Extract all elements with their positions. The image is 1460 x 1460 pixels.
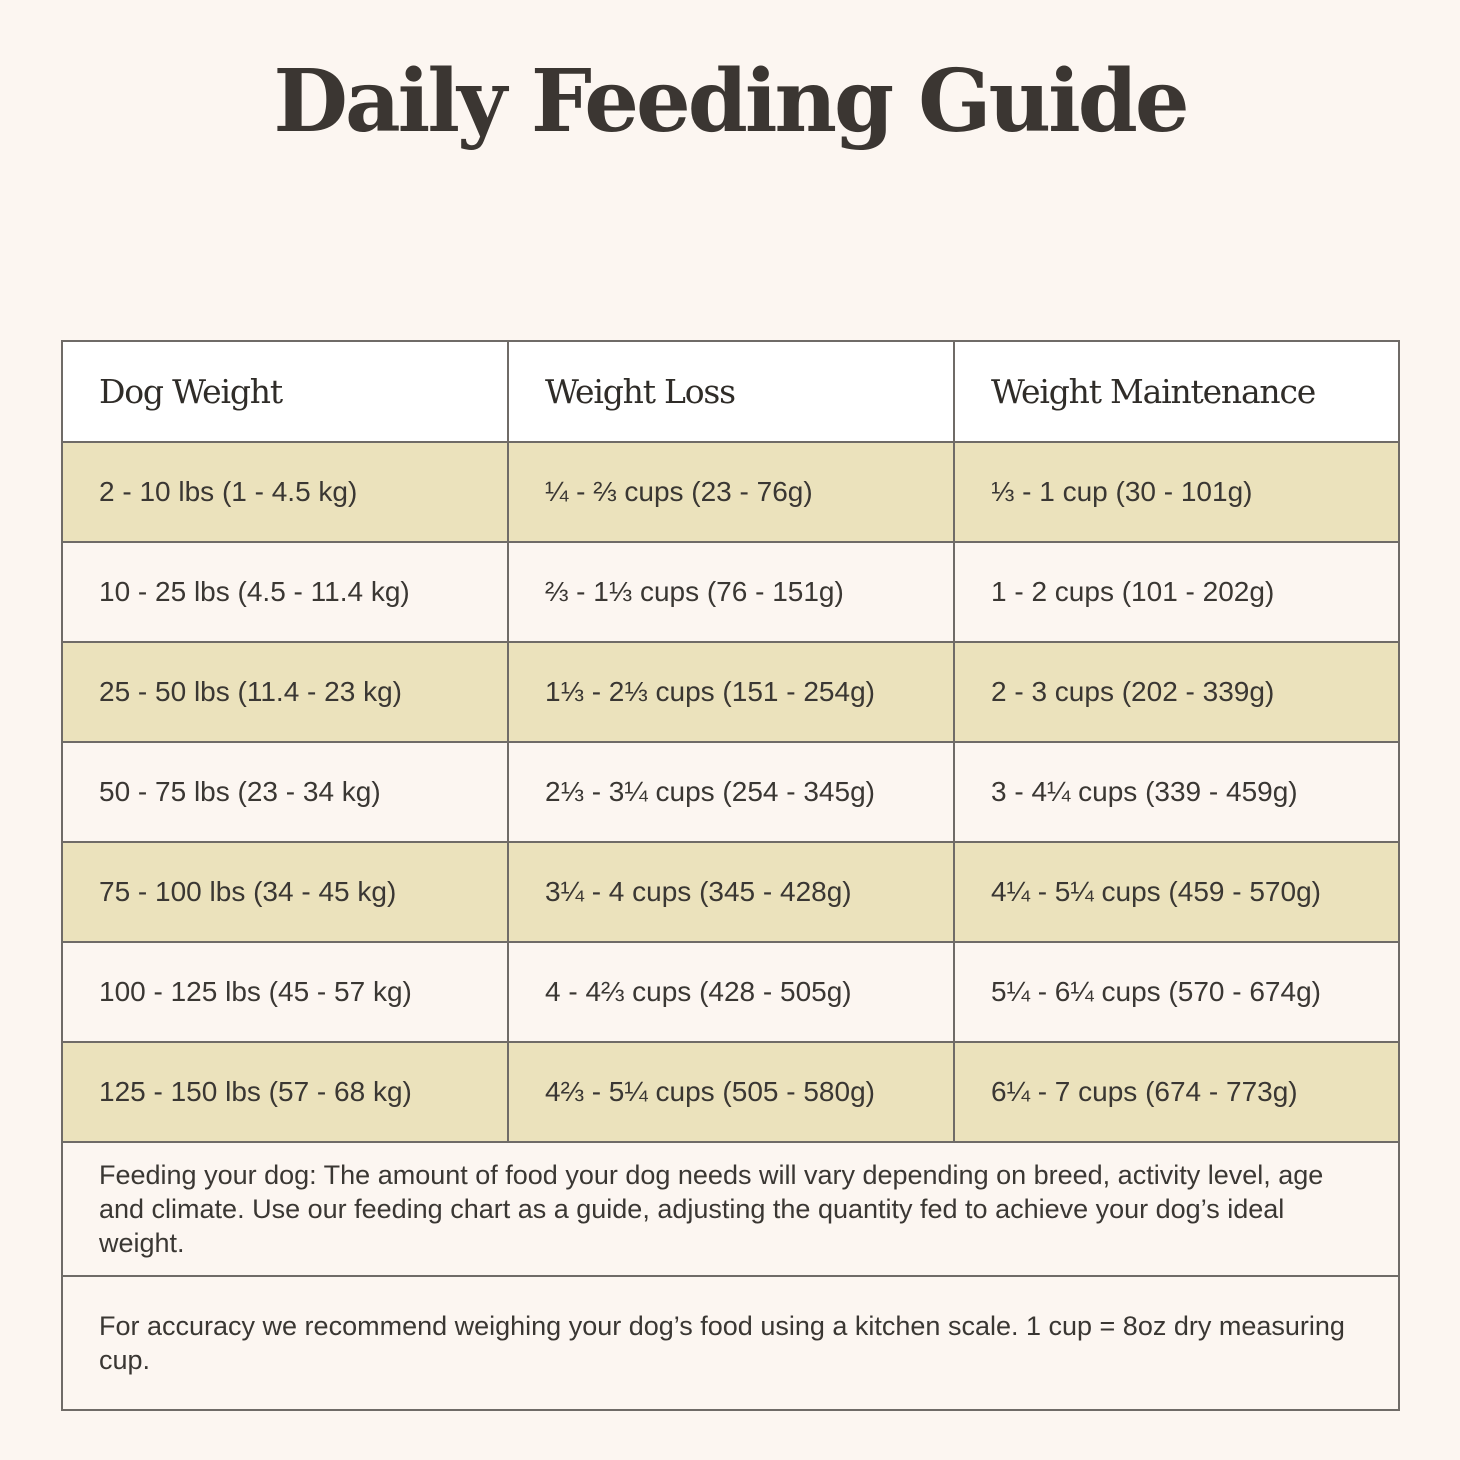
- weight-loss-cell: 4 - 4⅔ cups (428 - 505g): [508, 942, 954, 1042]
- weight-maintenance-cell: 2 - 3 cups (202 - 339g): [954, 642, 1399, 742]
- weight-maintenance-cell: ⅓ - 1 cup (30 - 101g): [954, 442, 1399, 542]
- table-row: [62, 942, 1399, 1042]
- weight-maintenance-cell: 3 - 4¼ cups (339 - 459g): [954, 742, 1399, 842]
- dog-weight-cell: 25 - 50 lbs (11.4 - 23 kg): [62, 642, 508, 742]
- weight-loss-cell: 1⅓ - 2⅓ cups (151 - 254g): [508, 642, 954, 742]
- dog-weight-cell: 125 - 150 lbs (57 - 68 kg): [62, 1042, 508, 1142]
- accuracy-note: For accuracy we recommend weighing your dog’s food using a kitchen scale. 1 cup = 8oz dry measuring cup.: [62, 1276, 1399, 1410]
- table-row: [62, 642, 1399, 742]
- note-row: [62, 1276, 1399, 1410]
- header-dog-weight: Dog Weight: [62, 341, 508, 442]
- dog-weight-cell: 10 - 25 lbs (4.5 - 11.4 kg): [62, 542, 508, 642]
- table-row: [62, 1042, 1399, 1142]
- dog-weight-cell: 50 - 75 lbs (23 - 34 kg): [62, 742, 508, 842]
- table-row: [62, 742, 1399, 842]
- weight-loss-cell: 3¼ - 4 cups (345 - 428g): [508, 842, 954, 942]
- dog-weight-cell: 75 - 100 lbs (34 - 45 kg): [62, 842, 508, 942]
- table-row: [62, 542, 1399, 642]
- note-row: [62, 1142, 1399, 1276]
- weight-loss-cell: 2⅓ - 3¼ cups (254 - 345g): [508, 742, 954, 842]
- dog-weight-cell: 100 - 125 lbs (45 - 57 kg): [62, 942, 508, 1042]
- header-weight-maintenance: Weight Maintenance: [954, 341, 1399, 442]
- table-header-row: [62, 341, 1399, 442]
- weight-maintenance-cell: 4¼ - 5¼ cups (459 - 570g): [954, 842, 1399, 942]
- dog-weight-cell: 2 - 10 lbs (1 - 4.5 kg): [62, 442, 508, 542]
- table-row: [62, 842, 1399, 942]
- feeding-table: [61, 340, 1400, 1411]
- header-weight-loss: Weight Loss: [508, 341, 954, 442]
- table-row: [62, 442, 1399, 542]
- weight-maintenance-cell: 1 - 2 cups (101 - 202g): [954, 542, 1399, 642]
- page-title: Daily Feeding Guide: [273, 51, 1187, 152]
- weight-loss-cell: 4⅔ - 5¼ cups (505 - 580g): [508, 1042, 954, 1142]
- weight-loss-cell: ⅔ - 1⅓ cups (76 - 151g): [508, 542, 954, 642]
- weight-maintenance-cell: 6¼ - 7 cups (674 - 773g): [954, 1042, 1399, 1142]
- weight-maintenance-cell: 5¼ - 6¼ cups (570 - 674g): [954, 942, 1399, 1042]
- feeding-note: Feeding your dog: The amount of food your dog needs will vary depending on breed, activity level, age and climate. Use our feeding chart as a guide, adjusting the quantity fed to achieve your dog’s ideal weight.: [62, 1142, 1399, 1276]
- weight-loss-cell: ¼ - ⅔ cups (23 - 76g): [508, 442, 954, 542]
